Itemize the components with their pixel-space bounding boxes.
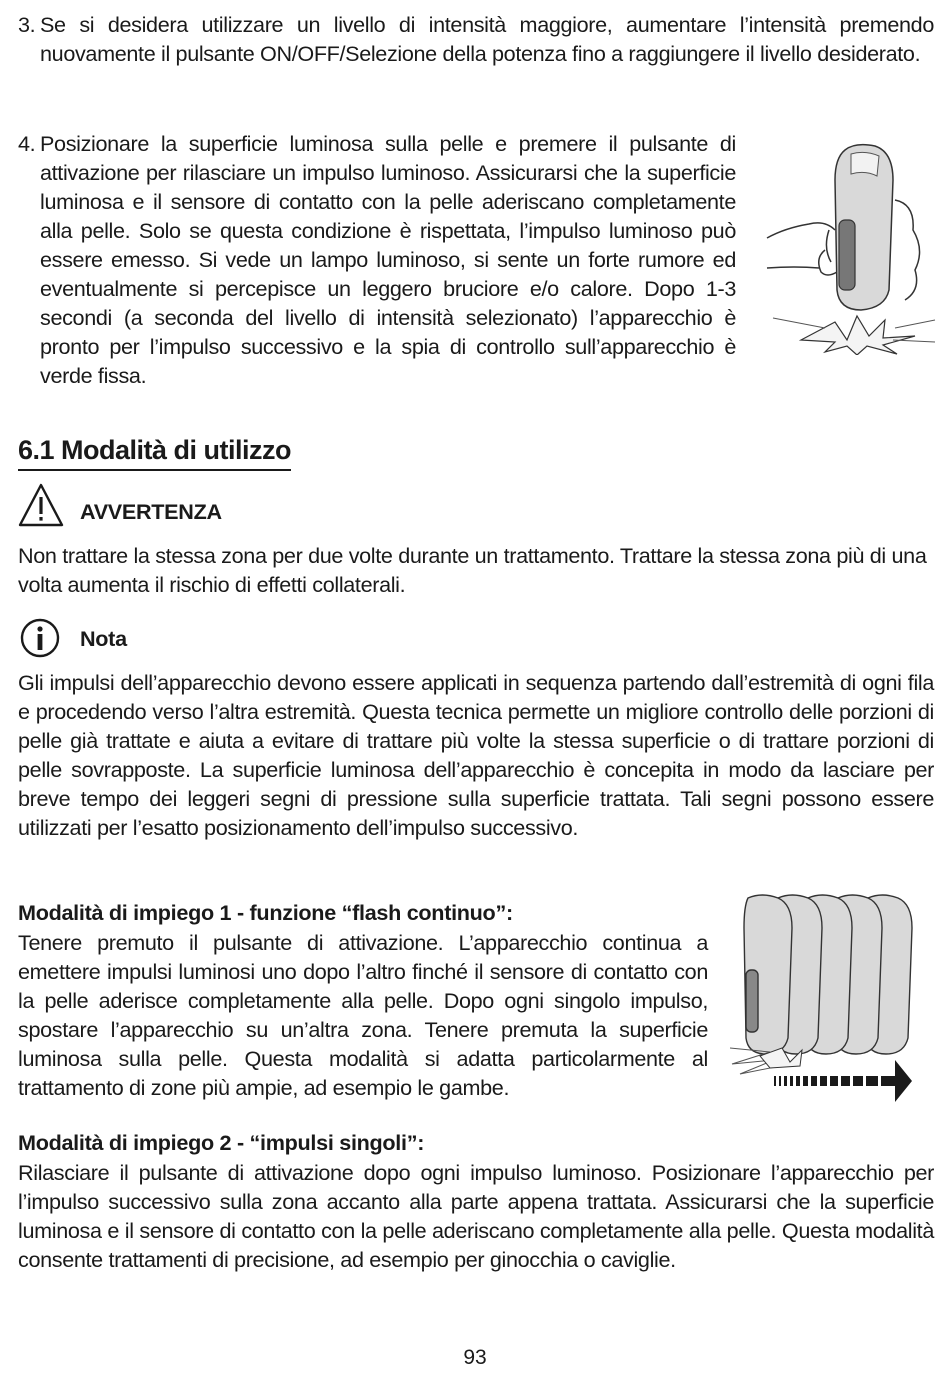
warning-triangle-icon	[17, 482, 65, 528]
section-title: 6.1 Modalità di utilizzo	[18, 433, 291, 471]
list-number: 3.	[18, 12, 36, 37]
hand-pressing-device-illustration	[765, 140, 937, 355]
list-item-3	[18, 10, 934, 68]
list-text: Se si desidera utilizzare un livello di intensità maggiore, aumentare l’intensità premendo nuovamente il pulsante ON/OFF/Selezione della potenza fino a raggiungere il livello desiderato.	[40, 12, 934, 66]
note-text: Gli impulsi dell’apparecchio devono essere applicati in sequenza partendo dall’estremità di ogni fila e procedendo verso l’altra estremità. Questa tecnica permette un migliore controllo delle porzioni di pelle già trattate e aiuta a evitare di trattare più volte la stessa superficie o di trattare porzioni di pelle sovrapposte. La superficie luminosa dell’apparecchio è concepita in modo da lasciare per breve tempo dei leggeri segni di pressione sulla superficie trattata. Tali segni possono essere utilizzati per l’esatto posizionamento dell’impulso successivo.	[18, 670, 934, 840]
list-item-4	[18, 129, 736, 390]
list-text: Posizionare la superficie luminosa sulla pelle e premere il pulsante di attivazione per rilasciare un impulso luminoso. Assicurarsi che la superficie luminosa e il sensore di contatto con la pelle aderiscano completamente alla pelle. Solo se questa condizione è rispettata, l’impulso luminoso può essere emesso. Si vede un lampo luminoso, si sente un forte rumore ed eventualmente si percepisce un leggero bruciore e/o calore. Dopo 1-3 secondi (a seconda del livello di intensità selezionato) l’apparecchio è pronto per l’impulso successivo e la spia di controllo sull’apparecchio è verde fissa.	[40, 131, 736, 388]
warning-text: Non trattare la stessa zona per due volte durante un trattamento. Trattare la stessa zona più di una volta aumenta il rischio di effetti collaterali.	[18, 543, 927, 597]
device-sequence-arrow-illustration	[730, 888, 935, 1103]
list-number: 4.	[18, 131, 36, 156]
mode2-title: Modalità di impiego 2 - “impulsi singoli”:	[18, 1130, 425, 1155]
mode1-title: Modalità di impiego 1 - funzione “flash continuo”:	[18, 900, 513, 925]
info-icon	[20, 618, 60, 658]
note-label: Nota	[80, 626, 127, 651]
warning-label: AVVERTENZA	[80, 499, 222, 524]
mode1-text: Tenere premuto il pulsante di attivazione. L’apparecchio continua a emettere impulsi luminosi uno dopo l’altro finché il sensore di contatto con la pelle aderisce completamente alla pelle. Dopo ogni singolo impulso, spostare l’apparecchio su un’altra zona. Tenere premuta la superficie luminosa sulla pelle. Questa modalità si adatta particolarmente al trattamento di zone più ampie, ad esempio le gambe.	[18, 930, 708, 1100]
page-number: 93	[463, 1346, 487, 1369]
mode2-text: Rilasciare il pulsante di attivazione dopo ogni impulso luminoso. Posizionare l’apparecchio per l’impulso successivo sulla zona accanto alla parte appena trattata. Assicurarsi che la superficie luminosa e il sensore di contatto con la pelle aderiscano completamente alla pelle. Questa modalità consente trattamenti di precisione, ad esempio per ginocchia o caviglie.	[18, 1160, 934, 1272]
